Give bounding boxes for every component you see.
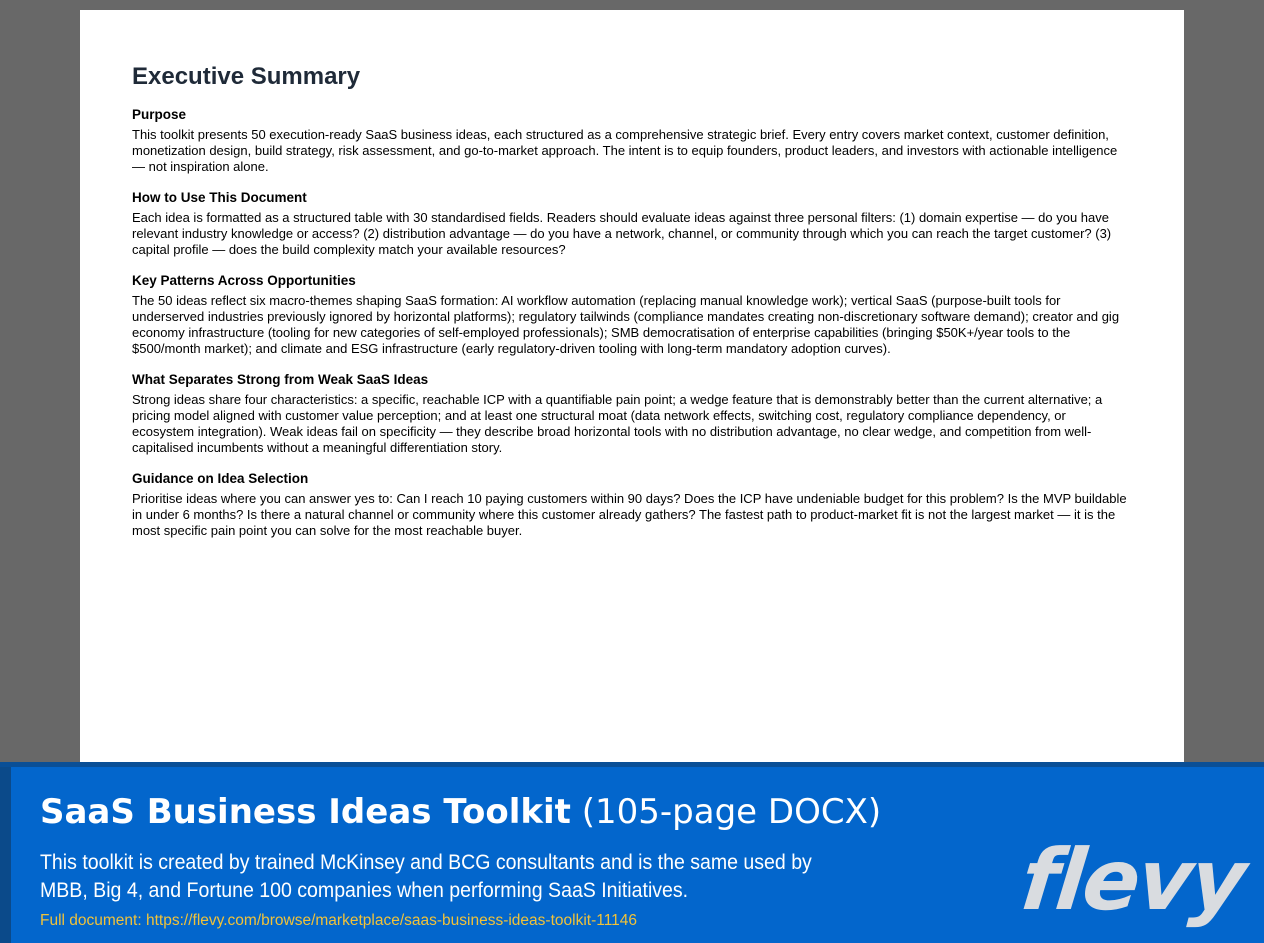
- flevy-logo[interactable]: flevy: [1017, 831, 1250, 929]
- section-heading: Guidance on Idea Selection: [132, 471, 309, 486]
- section-purpose: [132, 106, 1128, 175]
- section-body: Each idea is formatted as a structured table with 30 standardised fields. Readers should evaluate ideas against three personal filters: (1) domain expertise — do you have relevant industry knowledge or access? (2) distribution advantage — do you have a network, channel, or community through which you can reach the target customer? (3) capital profile — does the build complexity match your available resources?: [132, 210, 1112, 257]
- banner-description: This toolkit is created by trained McKinsey and BCG consultants and is the same used by MBB, Big 4, and Fortune 100 companies when performing SaaS Initiatives.: [40, 851, 812, 902]
- section-heading: Key Patterns Across Opportunities: [132, 273, 356, 288]
- page-content: [132, 62, 1128, 553]
- section-body: This toolkit presents 50 execution-ready SaaS business ideas, each structured as a comprehensive strategic brief. Every entry covers market context, customer definition, monetization design, build strategy, risk assessment, and go-to-market approach. The intent is to equip founders, product leaders, and investors with actionable intelligence — not inspiration alone.: [132, 127, 1118, 174]
- banner-title: [40, 791, 881, 833]
- section-heading: What Separates Strong from Weak SaaS Ideas: [132, 372, 429, 387]
- page-title: Executive Summary: [132, 63, 361, 90]
- document-page: [80, 10, 1184, 770]
- section-body: The 50 ideas reflect six macro-themes shaping SaaS formation: AI workflow automation (replacing manual knowledge work); vertical SaaS (purpose-built tools for underserved industries previously ignored by horizontal platforms); regulatory tailwinds (compliance mandates creating non-discretionary software demand); creator and gig economy infrastructure (tooling for new categories of self-employed professionals); SMB democratisation of enterprise capabilities (bringing $50K+/year tools to the $500/month market); and climate and ESG infrastructure (early regulatory-driven tooling with long-term mandatory adoption curves).: [132, 293, 1120, 356]
- full-document-link-row: [40, 911, 637, 931]
- section-how-to-use: [132, 189, 1128, 258]
- banner-accent-bar: [0, 767, 11, 943]
- section-body: Strong ideas share four characteristics: a specific, reachable ICP with a quantifiable pain point; a wedge feature that is demonstrably better than the current alternative; a pricing model aligned with customer value perception; and at least one structural moat (data network effects, switching cost, regulatory compliance dependency, or ecosystem integration). Weak ideas fail on specificity — they describe broad horizontal tools with no distribution advantage, no clear wedge, and competition from well-capitalised incumbents without a meaningful differentiation story.: [132, 392, 1103, 455]
- promo-banner: [0, 762, 1264, 943]
- section-heading: How to Use This Document: [132, 190, 307, 205]
- section-body: Prioritise ideas where you can answer yes to: Can I reach 10 paying customers within 90 days? Does the ICP have undeniable budget for this problem? Is the MVP buildable in under 6 months? Is there a natural channel or community where this customer already gathers? The fastest path to product-market fit is not the largest market — it is the most specific pain point you can solve for the most reachable buyer.: [132, 491, 1127, 538]
- section-key-patterns: [132, 272, 1128, 357]
- banner-title-suffix: (105-page DOCX): [581, 792, 882, 832]
- section-heading: Purpose: [132, 107, 187, 122]
- section-idea-selection: [132, 470, 1128, 539]
- section-strong-vs-weak: [132, 371, 1128, 456]
- full-document-label: Full document:: [40, 912, 142, 929]
- full-document-link[interactable]: https://flevy.com/browse/marketplace/saas-business-ideas-toolkit-11146: [145, 912, 638, 929]
- banner-title-main: SaaS Business Ideas Toolkit: [40, 792, 571, 832]
